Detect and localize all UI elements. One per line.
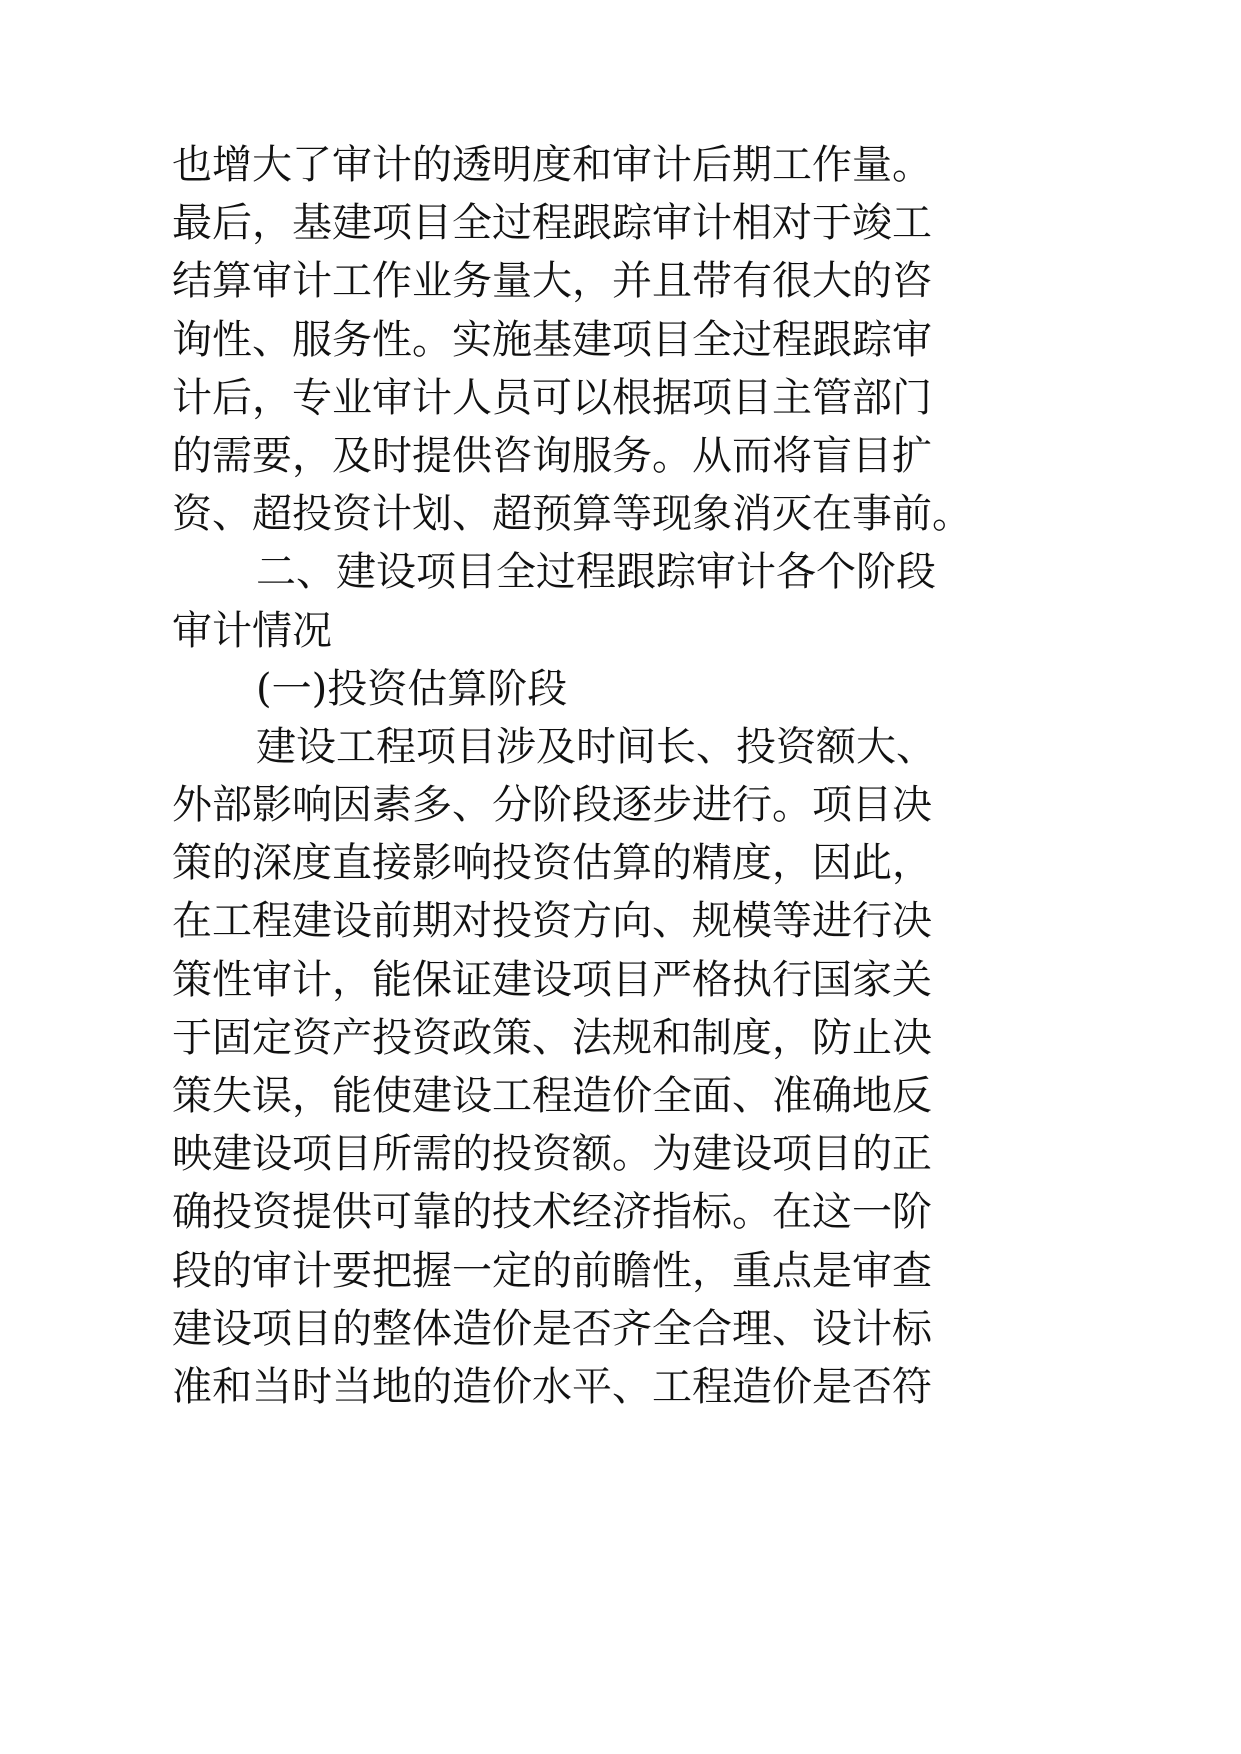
text-line: 策失误，能使建设工程造价全面、准确地反 xyxy=(172,1073,932,1119)
text-line: 策性审计，能保证建设项目严格执行国家关 xyxy=(172,956,932,1003)
text-line: 的需要，及时提供咨询服务。从而将盲目扩 xyxy=(172,432,932,479)
text-line: 确投资提供可靠的技术经济指标。在这一阶 xyxy=(172,1189,932,1236)
text-line: 策的深度直接影响投资估算的精度，因此， xyxy=(172,840,932,887)
text-line: 询性、服务性。实施基建项目全过程跟踪审 xyxy=(172,316,932,363)
text-line: 于固定资产投资政策、法规和制度，防止决 xyxy=(172,1014,932,1061)
text-line: 最后，基建项目全过程跟踪审计相对于竣工 xyxy=(172,200,932,247)
text-line: 结算审计工作业务量大，并且带有很大的咨 xyxy=(172,258,932,305)
text-line: 段的审计要把握一定的前瞻性，重点是审查 xyxy=(172,1247,932,1294)
section-heading: 二、建设项目全过程跟踪审计各个阶段 xyxy=(256,549,936,596)
text-line: 也增大了审计的透明度和审计后期工作量。 xyxy=(172,142,932,188)
section-heading-continued: 审计情况 xyxy=(172,607,332,654)
subsection-heading: (一)投资估算阶段 xyxy=(256,665,568,712)
text-line: 计后，专业审计人员可以根据项目主管部门 xyxy=(172,374,932,421)
paragraph-first-line: 建设工程项目涉及时间长、投资额大、 xyxy=(256,723,936,770)
text-line: 在工程建设前期对投资方向、规模等进行决 xyxy=(172,898,932,945)
text-line: 资、超投资计划、超预算等现象消灭在事前。 xyxy=(172,491,972,538)
document-body xyxy=(172,136,1002,1416)
text-line: 外部影响因素多、分阶段逐步进行。项目决 xyxy=(172,782,932,829)
text-line: 准和当时当地的造价水平、工程造价是否符 xyxy=(172,1363,932,1410)
text-line: 建设项目的整体造价是否齐全合理、设计标 xyxy=(172,1305,932,1352)
text-line: 映建设项目所需的投资额。为建设项目的正 xyxy=(172,1131,932,1178)
